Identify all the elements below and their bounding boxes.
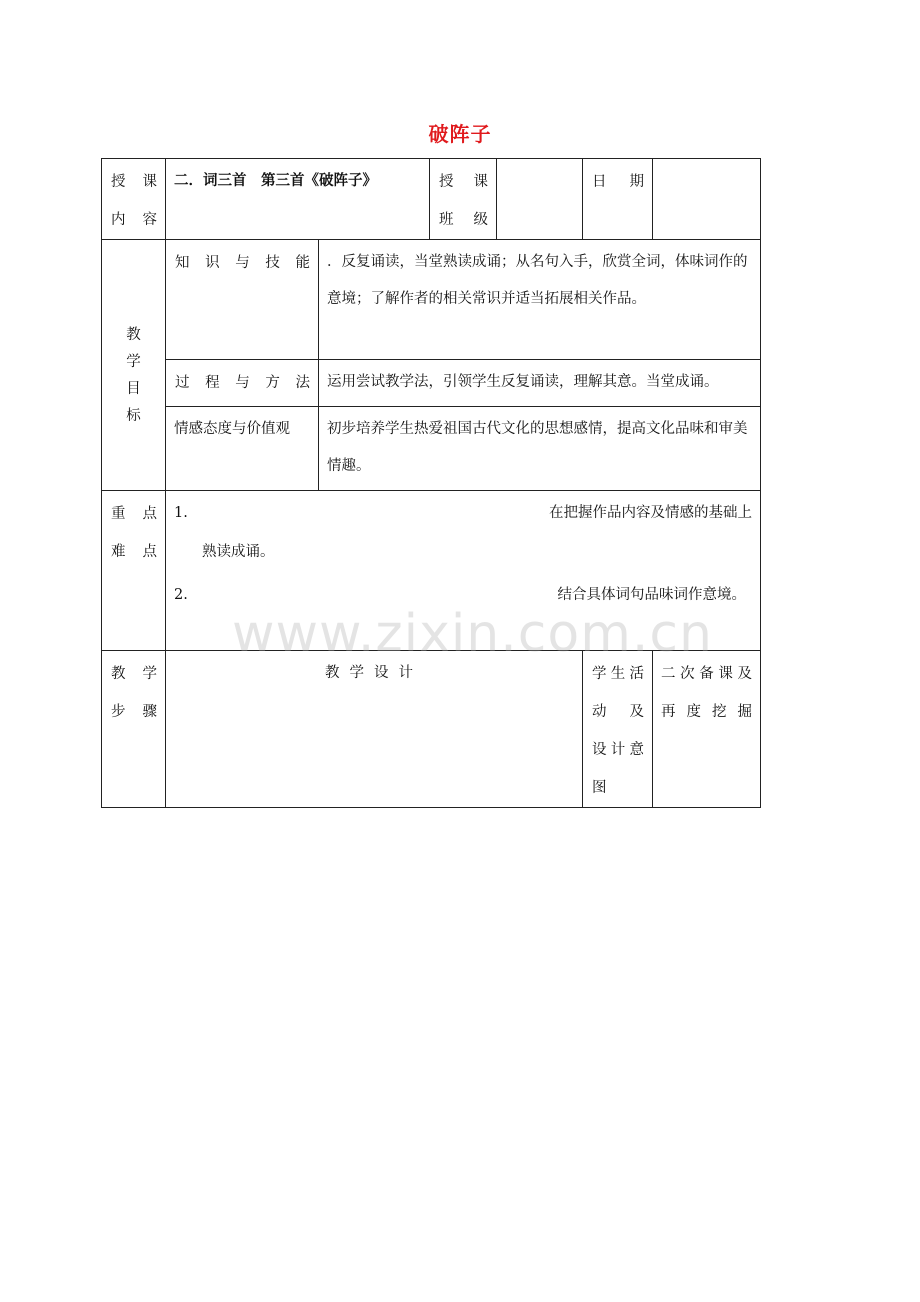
goal-name-cell xyxy=(166,407,319,491)
activity-cell xyxy=(583,651,653,808)
key-label: 重点 难点 xyxy=(111,506,157,560)
content-label-cell xyxy=(102,159,166,240)
goal-text-emotion: 初步培养学生热爱祖国古代文化的思想感情，提高文化品味和审美情趣。 xyxy=(327,421,748,474)
row-teaching-steps xyxy=(102,651,761,808)
goal-text-knowledge: ．反复诵读，当堂熟读成诵；从名句入手，欣赏全词，体味词作的意境；了解作者的相关常识并适当拓展相关作品。 xyxy=(327,254,748,307)
class-value xyxy=(497,159,582,163)
key-point-2-text: 结合具体词句品味词作意境。 xyxy=(557,587,746,603)
class-label-cell xyxy=(430,159,497,240)
date-label: 日期 xyxy=(592,174,644,190)
date-value xyxy=(653,159,760,163)
steps-label: 教学 步骤 xyxy=(111,666,157,720)
row-goal-emotion xyxy=(102,407,761,491)
goal-name-emotion: 情感态度与价值观 xyxy=(174,421,290,437)
prep-heading: 二次备课及 再度挖掘 xyxy=(661,666,752,720)
row-goal-process xyxy=(102,360,761,407)
goal-text-cell xyxy=(319,407,761,491)
class-label-line-2: 班级 xyxy=(439,212,488,228)
class-label-line-1: 授课 xyxy=(439,174,488,190)
class-value-cell[interactable] xyxy=(497,159,583,240)
lesson-plan-table xyxy=(101,158,761,808)
content-value-cell xyxy=(166,159,430,240)
key-point-1-continuation: 熟读成诵。 xyxy=(202,544,275,560)
watermark: www.zixin.com.cn xyxy=(232,604,713,664)
design-cell xyxy=(166,651,583,808)
prep-cell xyxy=(653,651,761,808)
row-lesson-content xyxy=(102,159,761,240)
row-goal-knowledge xyxy=(102,240,761,360)
key-point-1-text: 在把握作品内容及情感的基础上 xyxy=(549,505,752,521)
design-heading: 教学设计 xyxy=(325,665,423,681)
content-label-line-1: 授课 xyxy=(111,174,157,190)
key-point-1 xyxy=(166,493,760,534)
key-label-cell xyxy=(102,491,166,651)
steps-label-cell xyxy=(102,651,166,808)
goal-name-cell xyxy=(166,240,319,360)
goal-text-process: 运用尝试教学法，引领学生反复诵读，理解其意。当堂成诵。 xyxy=(327,374,719,390)
key-point-1-number: 1. xyxy=(174,505,188,521)
goals-label-cell xyxy=(102,240,166,491)
goal-name-cell xyxy=(166,360,319,407)
page-title: 破阵子 xyxy=(428,122,492,146)
activity-heading: 学生活动及 设计意图 xyxy=(592,666,644,796)
date-value-cell[interactable] xyxy=(653,159,761,240)
goals-label: 教 学 目 标 xyxy=(126,327,141,424)
content-value: 二．词三首 第三首《破阵子》 xyxy=(174,172,377,189)
goal-text-cell xyxy=(319,240,761,360)
goal-text-cell xyxy=(319,360,761,407)
content-label-line-2: 内容 xyxy=(111,212,157,228)
date-label-cell xyxy=(583,159,653,240)
key-point-2-number: 2. xyxy=(174,587,188,603)
goal-name-process: 过程与方法 xyxy=(175,375,310,391)
goal-name-knowledge: 知识与技能 xyxy=(175,255,310,271)
